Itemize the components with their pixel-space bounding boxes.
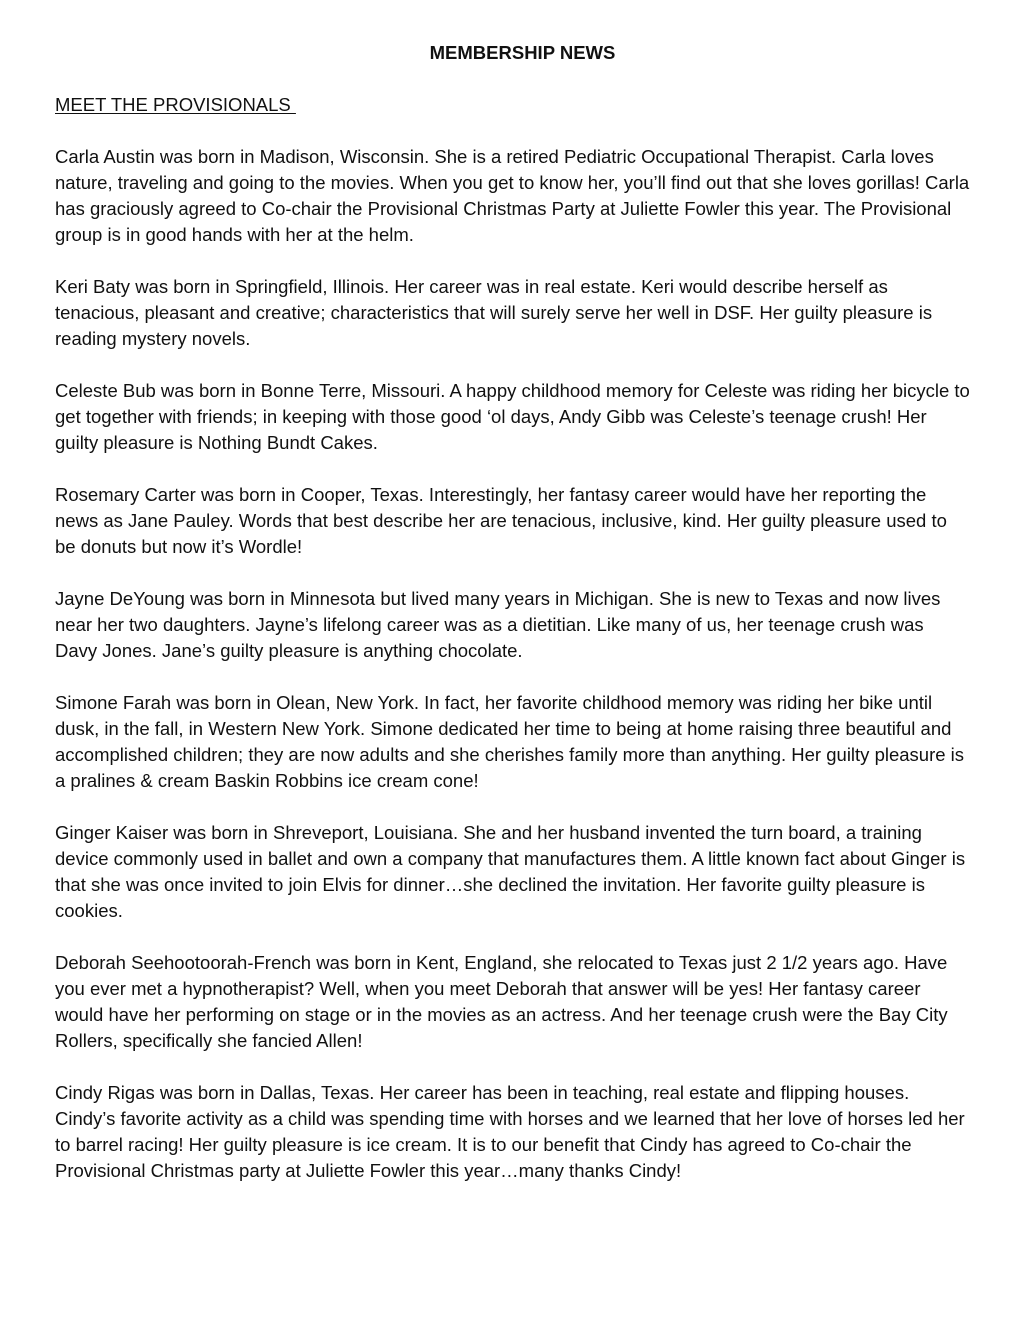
bio-paragraph-celeste-bub: Celeste Bub was born in Bonne Terre, Missouri. A happy childhood memory for Celeste was riding her bicycle to get together with friends; in keeping with those good ‘ol days, Andy Gibb was Celeste’s teenage crush! Her guilty pleasure is Nothing Bundt Cakes. xyxy=(55,380,970,453)
bio-paragraph-jayne-deyoung: Jayne DeYoung was born in Minnesota but lived many years in Michigan. She is new to Texas and now lives near her two daughters. Jayne’s lifelong career was as a dietitian. Like many of us, her teenage crush was Davy Jones. Jane’s guilty pleasure is anything chocolate. xyxy=(55,588,941,661)
bio-paragraph-keri-baty: Keri Baty was born in Springfield, Illinois. Her career was in real estate. Keri would describe herself as tenacious, pleasant and creative; characteristics that will surely serve her well in DSF. Her guilty pleasure is reading mystery novels. xyxy=(55,276,933,349)
document-title: MEMBERSHIP NEWS xyxy=(429,42,616,63)
bio-paragraph-carla-austin: Carla Austin was born in Madison, Wisconsin. She is a retired Pediatric Occupational Therapist. Carla loves nature, traveling and going to the movies. When you get to know her, you’ll find out that she loves gorillas! Carla has graciously agreed to Co-chair the Provisional Christmas Party at Juliette Fowler this year. The Provisional group is in good hands with her at the helm. xyxy=(55,146,970,245)
bio-paragraph-simone-farah: Simone Farah was born in Olean, New York. In fact, her favorite childhood memory was riding her bike until dusk, in the fall, in Western New York. Simone dedicated her time to being at home raising three beautiful and accomplished children; they are now adults and she cherishes family more than anything. Her guilty pleasure is a pralines & cream Baskin Robbins ice cream cone! xyxy=(55,692,965,791)
section-heading: MEET THE PROVISIONALS xyxy=(55,94,296,115)
bio-paragraph-deborah-seehootoorah-french: Deborah Seehootoorah-French was born in Kent, England, she relocated to Texas just 2 1/2 years ago. Have you ever met a hypnotherapist? Well, when you meet Deborah that answer will be yes! Her fantasy career would have her performing on stage or in the movies as an actress. And her teenage crush were the Bay City Rollers, specifically she fancied Allen! xyxy=(55,952,948,1051)
bio-paragraph-ginger-kaiser: Ginger Kaiser was born in Shreveport, Louisiana. She and her husband invented the turn board, a training device commonly used in ballet and own a company that manufactures them. A little known fact about Ginger is that she was once invited to join Elvis for dinner…she declined the invitation. Her favorite guilty pleasure is cookies. xyxy=(55,822,966,921)
bio-paragraph-cindy-rigas: Cindy Rigas was born in Dallas, Texas. Her career has been in teaching, real estate and flipping houses. Cindy’s favorite activity as a child was spending time with horses and we learned that her love of horses led her to barrel racing! Her guilty pleasure is ice cream. It is to our benefit that Cindy has agreed to Co-chair the Provisional Christmas party at Juliette Fowler this year…many thanks Cindy! xyxy=(55,1082,965,1181)
bio-paragraph-rosemary-carter: Rosemary Carter was born in Cooper, Texas. Interestingly, her fantasy career would have her reporting the news as Jane Pauley. Words that best describe her are tenacious, inclusive, kind. Her guilty pleasure used to be donuts but now it’s Wordle! xyxy=(55,484,947,557)
document-page xyxy=(55,40,970,1210)
